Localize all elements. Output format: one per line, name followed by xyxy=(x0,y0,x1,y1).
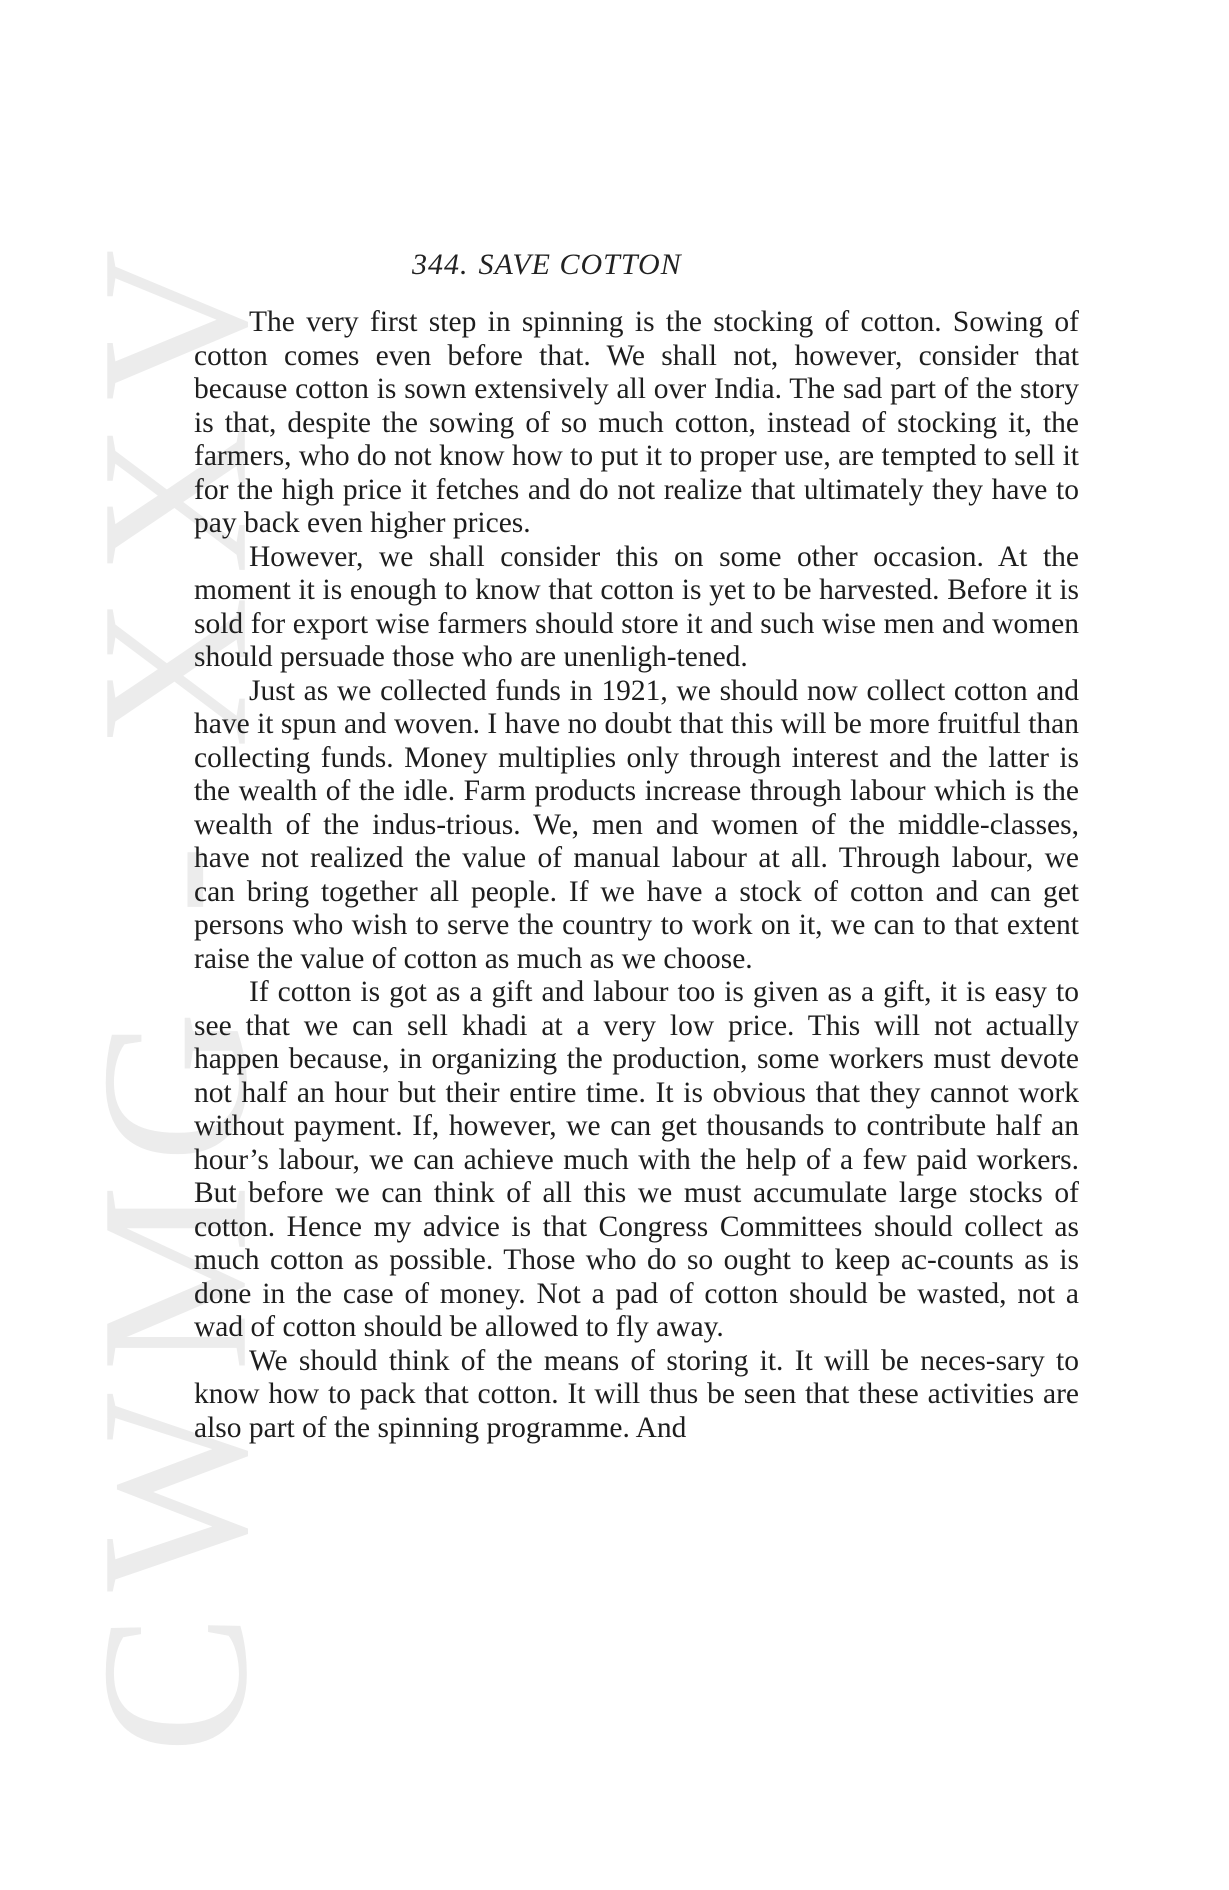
paragraph-4: If cotton is got as a gift and labour too is given as a gift, it is easy to see that we can sell khadi at a very low price. This will not actually happen because, in organizing the production, some workers must devote not half an hour but their entire time. It is obvious that they cannot work without payment. If, however, we can get thousands to contribute half an hour’s labour, we can achieve much with the help of a few paid workers. But before we can think of all this we must accumulate large stocks of cotton. Hence my advice is that Congress Committees should collect as much cotton as possible. Those who do so ought to keep ac-counts as is done in the case of money. Not a pad of cotton should be wasted, not a wad of cotton should be allowed to fly away. xyxy=(194,976,1079,1343)
article-title xyxy=(412,248,682,282)
watermark-text: CWMG - XXV xyxy=(58,226,291,1754)
paragraph-2: However, we shall consider this on some other occasion. At the moment it is enough to know that cotton is yet to be harvested. Before it is sold for export wise farmers should store it and such wise men and women should persuade those who are unenligh-tened. xyxy=(194,540,1079,673)
article-number: 344. xyxy=(412,248,469,281)
paragraph-1: The very first step in spinning is the stocking of cotton. Sowing of cotton comes even before that. We shall not, however, consider that because cotton is sown extensively all over India. The sad part of the story is that, despite the sowing of so much cotton, instead of stocking it, the farmers, who do not know how to put it to proper use, are tempted to sell it for the high price it fetches and do not realize that ultimately they have to pay back even higher prices. xyxy=(194,306,1079,539)
paragraph-3: Just as we collected funds in 1921, we should now collect cotton and have it spun and woven. I have no doubt that this will be more fruitful than collecting funds. Money multiplies only through interest and the latter is the wealth of the idle. Farm products increase through labour which is the wealth of the indus-trious. We, men and women of the middle-classes, have not realized the value of manual labour at all. Through labour, we can bring together all people. If we have a stock of cotton and can get persons who wish to serve the country to work on it, we can to that extent raise the value of cotton as much as we choose. xyxy=(194,674,1079,975)
paragraph-5: We should think of the means of storing it. It will be neces-sary to know how to pack that cotton. It will thus be seen that these activities are also part of the spinning programme. And xyxy=(194,1344,1079,1444)
article-body xyxy=(194,306,1079,1445)
article-title-text: SAVE COTTON xyxy=(478,248,682,281)
